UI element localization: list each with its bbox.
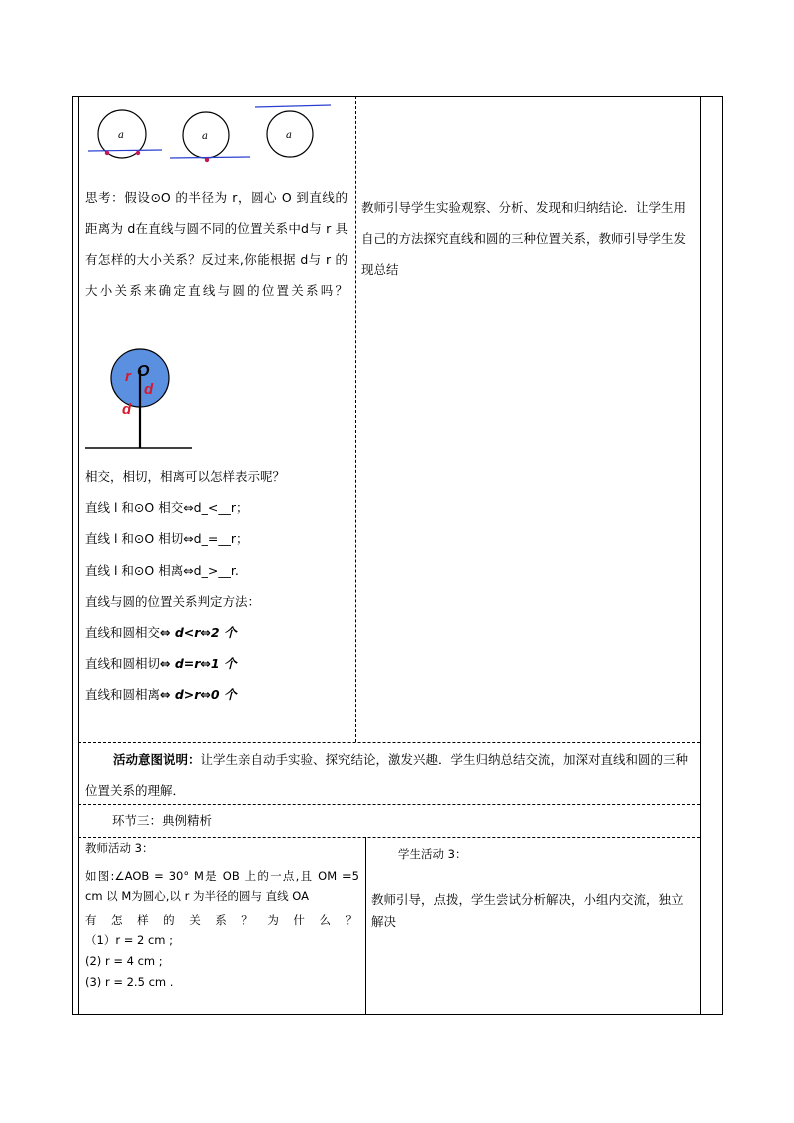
activity-intent xyxy=(85,744,695,806)
separate-line xyxy=(255,105,331,107)
student-activity-title: 学生活动 3： xyxy=(398,847,467,861)
label-d-outer: d xyxy=(122,401,132,418)
teacher-activity-title: 教师活动 3： xyxy=(85,841,154,855)
method-tangent-formula: ⇔ d=r⇔1 个 xyxy=(160,656,237,671)
case-1: （1）r = 2 cm ; xyxy=(85,933,174,947)
question-text: 相交，相切，相离可以怎样表示呢？ xyxy=(85,469,286,484)
label-O: O xyxy=(137,363,150,380)
table-top-border xyxy=(72,96,723,97)
column-divider-top xyxy=(355,96,356,742)
method-separate xyxy=(85,687,236,703)
method-separate-text: 直线和圆相离 xyxy=(85,687,161,702)
inner-left-border xyxy=(78,96,79,1015)
intent-label: 活动意图说明： xyxy=(113,752,201,767)
line-circle-diagram xyxy=(80,100,340,166)
teacher-question: 有 怎 样 的 关 系 ？ 为 什 么 ？ xyxy=(85,913,357,927)
table-right-border xyxy=(722,96,723,1015)
circle-label-2: a xyxy=(202,131,208,142)
relation-intersect: 直线 l 和⊙O 相交⇔d_<__r； xyxy=(85,500,249,515)
method-intersect-text: 直线和圆相交 xyxy=(85,625,161,640)
teacher-guide-text: 教师引导学生实验观察、分析、发现和归纳结论．让学生用自己的方法探究直线和圆的三种位置关系，教师引导学生发现总结 xyxy=(361,200,687,277)
case-3: (3) r = 2.5 cm . xyxy=(85,975,174,989)
secant-line xyxy=(88,150,162,151)
case-2: (2) r = 4 cm ; xyxy=(85,954,163,968)
circle-label-3: a xyxy=(286,130,292,141)
table-bottom-border xyxy=(72,1014,723,1015)
table-left-border xyxy=(72,96,73,1015)
method-tangent-text: 直线和圆相切 xyxy=(85,656,161,671)
method-title: 直线与圆的位置关系判定方法： xyxy=(85,594,261,609)
intersection-point-2 xyxy=(136,151,140,155)
label-r: r xyxy=(125,368,131,385)
method-intersect xyxy=(85,625,236,641)
relation-tangent: 直线 l 和⊙O 相切⇔d_=__r； xyxy=(85,531,249,546)
relation-separate: 直线 l 和⊙O 相离⇔d_>__r. xyxy=(85,563,239,578)
intersection-point-1 xyxy=(105,151,109,155)
think-paragraph: 思考：假设⊙O 的半径为 r，圆心 O 到直线的距离为 d在直线与圆不同的位置关系中d与 r 具有怎样的大小关系？反过来,你能根据 d与 r 的大小关系来确定直线与圆的位置关系吗？ xyxy=(85,190,348,298)
radius-distance-diagram xyxy=(82,342,197,454)
method-separate-formula: ⇔ d>r⇔0 个 xyxy=(160,687,237,702)
student-activity-text: 教师引导，点拨，学生尝试分析解决，小组内交流，独立解决 xyxy=(371,892,684,929)
teacher-problem: 如图:∠AOB = 30° M是 OB 上的一点,且 OM =5 cm 以 M为圆心,以 r 为半径的圆与 直线 OA xyxy=(85,869,359,903)
column-divider-bottom xyxy=(365,837,366,1014)
method-intersect-formula: ⇔ d<r⇔2 个 xyxy=(160,625,237,640)
section3-title: 环节三：典例精析 xyxy=(112,813,213,828)
method-tangent xyxy=(85,656,236,672)
intent-text: 让学生亲自动手实验、探究结论，激发兴趣．学生归纳总结交流，加深对直线和圆的三种位置关系的理解． xyxy=(85,752,689,798)
tangent-line xyxy=(170,157,250,158)
tangent-point xyxy=(205,158,209,162)
divider-top-row xyxy=(78,742,700,743)
label-d-inner: d xyxy=(144,381,154,398)
divider-section3 xyxy=(78,837,700,838)
inner-right-border xyxy=(700,96,701,1015)
circle-label-1: a xyxy=(118,130,124,141)
